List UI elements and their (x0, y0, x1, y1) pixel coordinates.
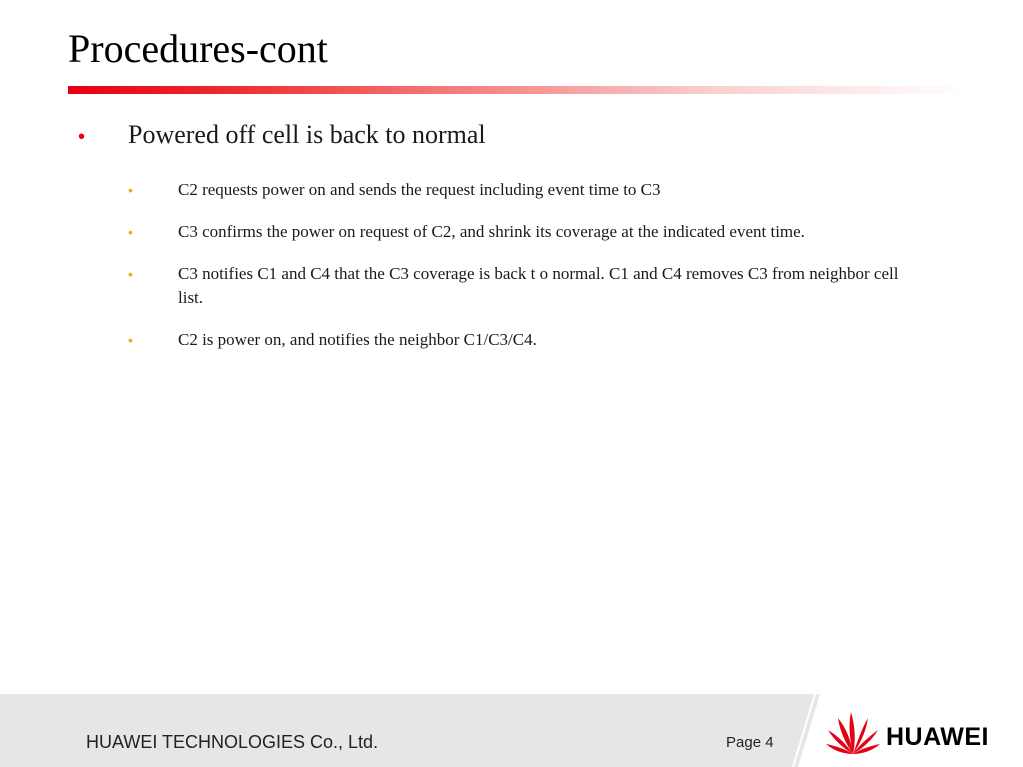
main-point: Powered off cell is back to normal (128, 120, 486, 149)
sub-point-text: C2 requests power on and sends the request including event time to C3 (178, 180, 661, 199)
bullet-dot-icon: • (128, 332, 133, 348)
logo-wordmark: HUAWEI (886, 723, 989, 751)
sub-point-text: C3 notifies C1 and C4 that the C3 coverage is back t o normal. C1 and C4 removes C3 from neighbor cell list. (178, 264, 899, 307)
bullet-dot-icon: • (128, 182, 133, 198)
huawei-petal-logo-icon (826, 710, 880, 756)
title-underline-bar (68, 86, 968, 94)
page-number: Page 4 (726, 734, 774, 751)
slide-title: Procedures-cont (68, 26, 328, 71)
sub-point-text: C3 confirms the power on request of C2, and shrink its coverage at the indicated event time. (178, 222, 805, 241)
bullet-dot-icon: • (128, 266, 133, 282)
sub-point-text: C2 is power on, and notifies the neighbor C1/C3/C4. (178, 330, 537, 349)
company-name: HUAWEI TECHNOLOGIES Co., Ltd. (86, 732, 379, 752)
bullet-dot-icon: • (128, 224, 133, 240)
bullet-dot-icon: • (78, 126, 86, 148)
